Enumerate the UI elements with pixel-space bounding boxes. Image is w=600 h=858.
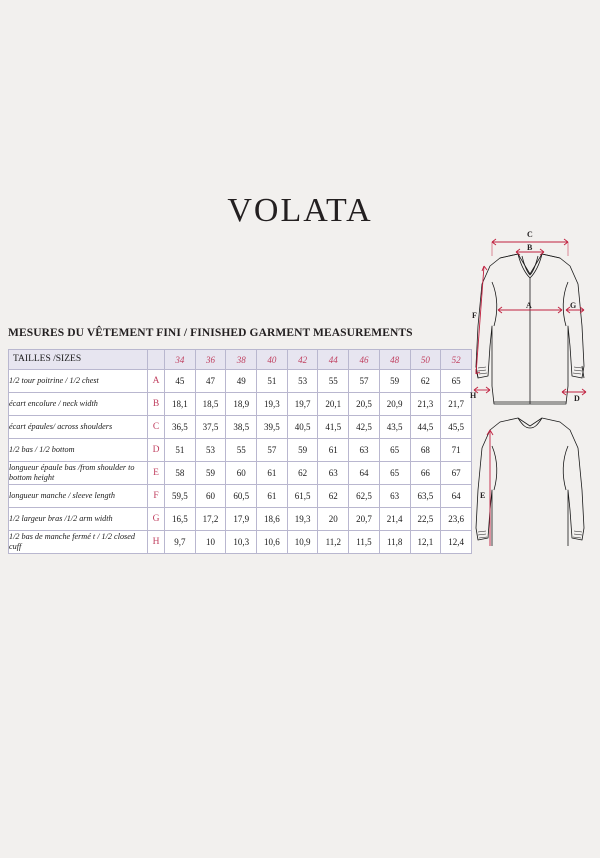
column-header-size-34: 34 — [165, 350, 196, 370]
cell-value: 37,5 — [195, 416, 226, 439]
row-label-closed-cuff: 1/2 bas de manche fermé t / 1/2 closed cuff — [9, 531, 148, 554]
marker-c-label: C — [527, 230, 533, 239]
cell-value: 20 — [318, 508, 349, 531]
row-label-across-shoulders: écart épaules/ across shoulders — [9, 416, 148, 439]
cell-value: 10 — [195, 531, 226, 554]
marker-h-label: H — [470, 391, 477, 400]
cell-value: 71 — [441, 439, 472, 462]
cell-value: 44,5 — [410, 416, 441, 439]
cell-value: 59 — [287, 439, 318, 462]
cell-value: 19,3 — [287, 508, 318, 531]
table-header-row — [9, 350, 472, 370]
cell-value: 62 — [318, 485, 349, 508]
cell-value: 68 — [410, 439, 441, 462]
cell-value: 65 — [379, 439, 410, 462]
column-header-size-44: 44 — [318, 350, 349, 370]
marker-g-label: G — [570, 301, 577, 310]
row-letter-g: G — [148, 508, 165, 531]
cell-value: 60 — [226, 462, 257, 485]
measurements-table — [8, 349, 472, 554]
cell-value: 62 — [287, 462, 318, 485]
cell-value: 66 — [410, 462, 441, 485]
cell-value: 47 — [195, 370, 226, 393]
cell-value: 60 — [195, 485, 226, 508]
cell-value: 42,5 — [349, 416, 380, 439]
column-header-size-38: 38 — [226, 350, 257, 370]
cell-value: 19,7 — [287, 393, 318, 416]
cell-value: 67 — [441, 462, 472, 485]
cell-value: 12,1 — [410, 531, 441, 554]
row-label-arm-width: 1/2 largeur bras /1/2 arm width — [9, 508, 148, 531]
row-letter-f: F — [148, 485, 165, 508]
marker-a-label: A — [526, 301, 532, 310]
cell-value: 11,5 — [349, 531, 380, 554]
column-header-size-40: 40 — [257, 350, 288, 370]
cell-value: 20,7 — [349, 508, 380, 531]
cell-value: 53 — [287, 370, 318, 393]
cell-value: 10,9 — [287, 531, 318, 554]
column-header-size-42: 42 — [287, 350, 318, 370]
table-row — [9, 508, 472, 531]
cell-value: 10,6 — [257, 531, 288, 554]
cell-value: 12,4 — [441, 531, 472, 554]
cell-value: 38,5 — [226, 416, 257, 439]
cell-value: 49 — [226, 370, 257, 393]
row-letter-c: C — [148, 416, 165, 439]
column-header-size-46: 46 — [349, 350, 380, 370]
row-label-chest: 1/2 tour poitrine / 1/2 chest — [9, 370, 148, 393]
cell-value: 57 — [257, 439, 288, 462]
cell-value: 22,5 — [410, 508, 441, 531]
cell-value: 64 — [441, 485, 472, 508]
cell-value: 65 — [379, 462, 410, 485]
page-title: VOLATA — [227, 192, 373, 229]
cell-value: 59 — [195, 462, 226, 485]
cell-value: 57 — [349, 370, 380, 393]
cell-value: 63,5 — [410, 485, 441, 508]
cell-value: 58 — [165, 462, 196, 485]
row-letter-e: E — [148, 462, 165, 485]
cell-value: 9,7 — [165, 531, 196, 554]
column-header-letter — [148, 350, 165, 370]
cell-value: 20,5 — [349, 393, 380, 416]
row-label-sleeve-length: longueur manche / sleeve length — [9, 485, 148, 508]
cell-value: 51 — [165, 439, 196, 462]
table-row — [9, 416, 472, 439]
cell-value: 53 — [195, 439, 226, 462]
column-header-size-50: 50 — [410, 350, 441, 370]
cell-value: 36,5 — [165, 416, 196, 439]
cell-value: 59 — [379, 370, 410, 393]
table-row — [9, 485, 472, 508]
row-label-shoulder-to-bottom: longueur épaule bas /from shoulder to bottom height — [9, 462, 148, 485]
marker-d-label: D — [574, 394, 580, 403]
cell-value: 20,1 — [318, 393, 349, 416]
table-row — [9, 439, 472, 462]
cell-value: 21,4 — [379, 508, 410, 531]
cell-value: 17,9 — [226, 508, 257, 531]
cell-value: 23,6 — [441, 508, 472, 531]
cell-value: 40,5 — [287, 416, 318, 439]
column-header-size-52: 52 — [441, 350, 472, 370]
cell-value: 61 — [318, 439, 349, 462]
cell-value: 61 — [257, 462, 288, 485]
cell-value: 63 — [318, 462, 349, 485]
cell-value: 60,5 — [226, 485, 257, 508]
table-row — [9, 531, 472, 554]
cell-value: 11,8 — [379, 531, 410, 554]
cell-value: 62 — [410, 370, 441, 393]
cell-value: 64 — [349, 462, 380, 485]
cell-value: 39,5 — [257, 416, 288, 439]
cell-value: 18,1 — [165, 393, 196, 416]
cell-value: 65 — [441, 370, 472, 393]
cell-value: 45,5 — [441, 416, 472, 439]
table-heading: MESURES DU VÊTEMENT FINI / FINISHED GARMENT MEASUREMENTS — [8, 327, 413, 339]
cell-value: 59,5 — [165, 485, 196, 508]
cell-value: 18,6 — [257, 508, 288, 531]
column-header-size-36: 36 — [195, 350, 226, 370]
column-header-size-48: 48 — [379, 350, 410, 370]
cell-value: 55 — [226, 439, 257, 462]
marker-e-label: E — [480, 491, 486, 500]
cell-value: 21,3 — [410, 393, 441, 416]
table-row — [9, 462, 472, 485]
row-letter-d: D — [148, 439, 165, 462]
cell-value: 61,5 — [287, 485, 318, 508]
column-header-sizes: TAILLES /SIZES — [9, 350, 148, 370]
cell-value: 55 — [318, 370, 349, 393]
row-letter-h: H — [148, 531, 165, 554]
table-row — [9, 393, 472, 416]
technical-drawing — [470, 226, 594, 546]
cell-value: 63 — [379, 485, 410, 508]
marker-b-label: B — [527, 243, 533, 252]
row-label-bottom: 1/2 bas / 1/2 bottom — [9, 439, 148, 462]
marker-f-label: F — [472, 311, 477, 320]
cell-value: 51 — [257, 370, 288, 393]
cell-value: 61 — [257, 485, 288, 508]
cell-value: 20,9 — [379, 393, 410, 416]
cell-value: 43,5 — [379, 416, 410, 439]
table-row — [9, 370, 472, 393]
row-label-neck-width: écart encolure / neck width — [9, 393, 148, 416]
cell-value: 11,2 — [318, 531, 349, 554]
cell-value: 19,3 — [257, 393, 288, 416]
cell-value: 45 — [165, 370, 196, 393]
row-letter-a: A — [148, 370, 165, 393]
cell-value: 17,2 — [195, 508, 226, 531]
cell-value: 63 — [349, 439, 380, 462]
cell-value: 21,7 — [441, 393, 472, 416]
cell-value: 16,5 — [165, 508, 196, 531]
row-letter-b: B — [148, 393, 165, 416]
cell-value: 62,5 — [349, 485, 380, 508]
cell-value: 18,5 — [195, 393, 226, 416]
cell-value: 41,5 — [318, 416, 349, 439]
cell-value: 10,3 — [226, 531, 257, 554]
cell-value: 18,9 — [226, 393, 257, 416]
